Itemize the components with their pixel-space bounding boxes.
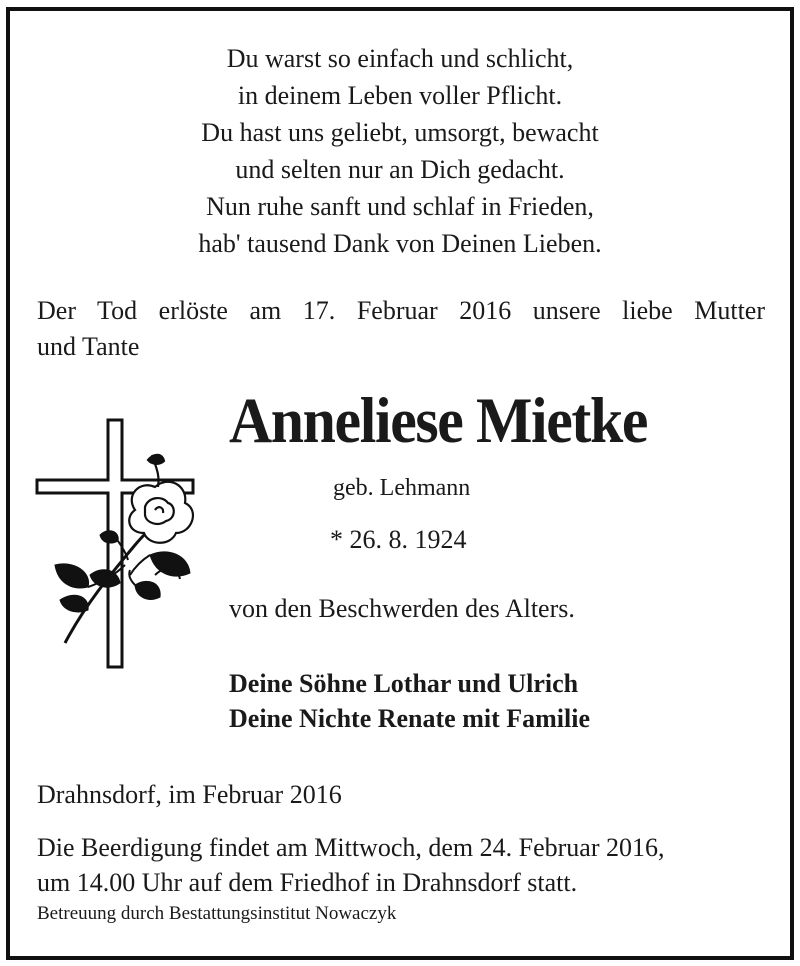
family-signature [229, 666, 590, 736]
cause-of-death: von den Beschwerden des Alters. [229, 594, 575, 623]
death-announcement-line: Der Tod erlöste am 17. Februar 2016 unsere liebe Mutter [37, 296, 765, 325]
poem-line: und selten nur an Dich gedacht. [235, 155, 565, 184]
birth-name: geb. Lehmann [333, 475, 471, 501]
place-date: Drahnsdorf, im Februar 2016 [37, 780, 342, 809]
poem-line: hab' tausend Dank von Deinen Lieben. [198, 229, 602, 258]
birth-date: * 26. 8. 1924 [330, 525, 467, 554]
cross-with-rose-icon [30, 415, 210, 675]
funeral-line: Die Beerdigung findet am Mittwoch, dem 24. Februar 2016, [37, 833, 665, 862]
family-line: Deine Söhne Lothar und Ulrich [229, 669, 579, 698]
poem-line: Du warst so einfach und schlicht, [226, 44, 574, 73]
funeral-details [37, 830, 664, 900]
poem [0, 40, 800, 262]
family-line: Deine Nichte Renate mit Familie [229, 704, 591, 733]
undertaker-note: Betreuung durch Bestattungsinstitut Nowaczyk [37, 903, 397, 924]
deceased-name: Anneliese Mietke [229, 385, 648, 457]
funeral-line: um 14.00 Uhr auf dem Friedhof in Drahnsdorf statt. [37, 868, 578, 897]
death-announcement-line-2: und Tante [37, 332, 140, 361]
poem-line: Du hast uns geliebt, umsorgt, bewacht [201, 118, 599, 147]
poem-line: in deinem Leben voller Pflicht. [237, 81, 563, 110]
poem-line: Nun ruhe sanft und schlaf in Frieden, [206, 192, 594, 221]
